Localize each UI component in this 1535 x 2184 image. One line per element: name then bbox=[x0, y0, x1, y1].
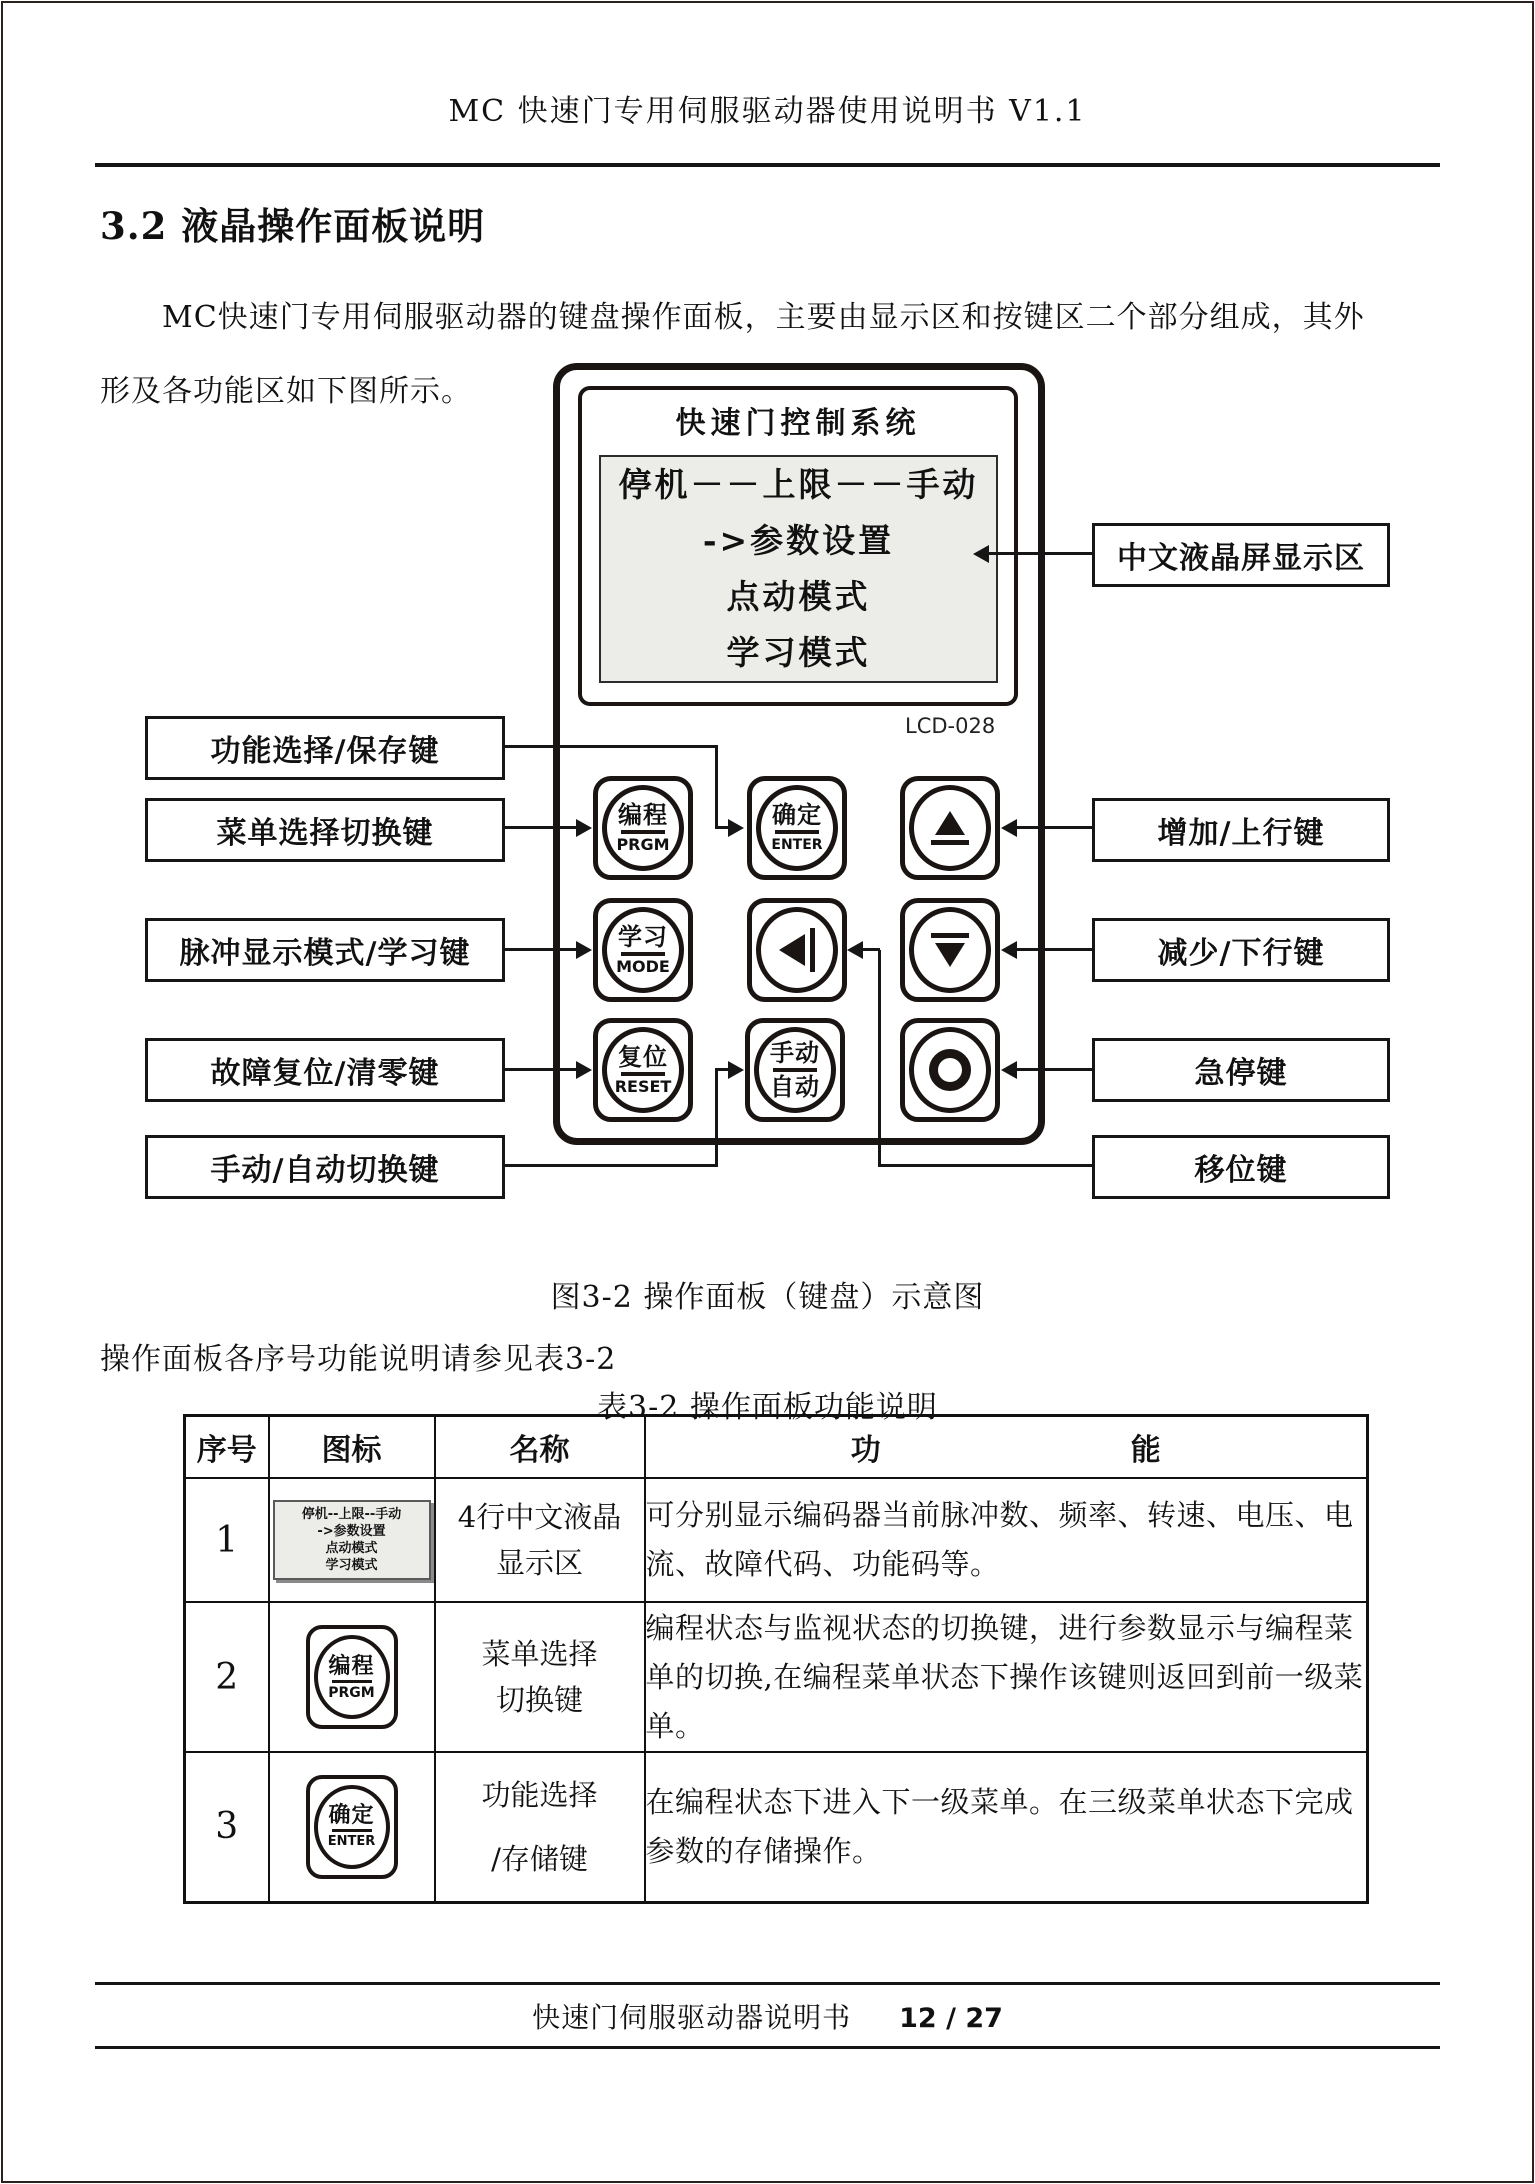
connector-line bbox=[505, 745, 718, 748]
connector-line bbox=[505, 1068, 578, 1071]
row2-name-line2: 切换键 bbox=[495, 1683, 583, 1717]
estop-key bbox=[900, 1018, 1000, 1122]
lcd-model-label: LCD-028 bbox=[905, 714, 996, 738]
row1-function: 可分别显示编码器当前脉冲数、频率、转速、电压、电流、故障代码、功能码等。 bbox=[645, 1478, 1368, 1602]
table-header-row bbox=[185, 1416, 1368, 1479]
manual-key-cn-label: 手动 bbox=[770, 1038, 820, 1067]
col-header-name: 名称 bbox=[435, 1416, 645, 1479]
table-row bbox=[185, 1478, 1368, 1602]
connector-line bbox=[715, 745, 718, 829]
eject-down-icon bbox=[931, 933, 969, 967]
table-title: 表3-2 操作面板功能说明 bbox=[597, 1390, 938, 1425]
footer-page-number: 12 / 27 bbox=[899, 2003, 1003, 2034]
row3-function: 在编程状态下进入下一级菜单。在三级菜单状态下完成参数的存储操作。 bbox=[645, 1752, 1368, 1902]
callout-lcd-display-area: 中文液晶屏显示区 bbox=[1092, 523, 1390, 587]
row3-no: 3 bbox=[185, 1752, 269, 1902]
enter-icon-en: ENTER bbox=[327, 1834, 376, 1850]
enter-key bbox=[747, 776, 847, 880]
down-key-face bbox=[909, 907, 991, 993]
section-title: 3.2 液晶操作面板说明 bbox=[100, 204, 486, 248]
callout-shift-key: 移位键 bbox=[1092, 1135, 1390, 1199]
mini-lcd-line: 学习模式 bbox=[325, 1558, 378, 1573]
intro-line-1: MC快速门专用伺服驱动器的键盘操作面板，主要由显示区和按键区二个部分组成，其外 bbox=[162, 300, 1365, 335]
enter-key-en-label: ENTER bbox=[771, 837, 823, 853]
row3-name bbox=[435, 1752, 645, 1902]
footer bbox=[0, 1996, 1535, 2036]
arrowhead-right-icon bbox=[576, 819, 592, 837]
prgm-key-divider bbox=[621, 830, 665, 834]
connector-line bbox=[505, 948, 578, 951]
connector-line bbox=[505, 1164, 718, 1167]
lcd-line-param-setting: ->参数设置 bbox=[702, 521, 895, 560]
reset-key-divider bbox=[621, 1072, 665, 1076]
callout-decrease-down-key: 减少/下行键 bbox=[1092, 918, 1390, 982]
enter-key-divider bbox=[775, 830, 819, 834]
lcd-line-learn-mode: 学习模式 bbox=[726, 633, 871, 672]
callout-pulse-learn-key: 脉冲显示模式/学习键 bbox=[145, 918, 505, 982]
lcd-screen bbox=[599, 455, 998, 683]
callout-estop-key: 急停键 bbox=[1092, 1038, 1390, 1102]
intro-line-2: 形及各功能区如下图所示。 bbox=[100, 374, 472, 409]
arrowhead-right-icon bbox=[728, 1061, 744, 1079]
reset-key-en-label: RESET bbox=[614, 1077, 672, 1096]
manual-auto-key-face bbox=[754, 1027, 836, 1113]
enter-icon-divider bbox=[332, 1829, 372, 1832]
callout-fault-reset-key: 故障复位/清零键 bbox=[145, 1038, 505, 1102]
row2-no: 2 bbox=[185, 1602, 269, 1752]
row1-name-line2: 显示区 bbox=[495, 1546, 583, 1580]
row2-name bbox=[435, 1602, 645, 1752]
mini-lcd-line: 停机--上限--手动 bbox=[301, 1507, 402, 1522]
manual-auto-key bbox=[745, 1018, 845, 1122]
mode-key-face bbox=[602, 907, 684, 993]
col-header-function bbox=[645, 1416, 1368, 1479]
connector-line bbox=[988, 552, 1092, 555]
mode-key-cn-label: 学习 bbox=[618, 922, 668, 951]
footer-rule-top bbox=[95, 1982, 1440, 1985]
enter-key-icon bbox=[306, 1775, 398, 1879]
mini-lcd-line: 点动模式 bbox=[325, 1541, 378, 1556]
connector-line bbox=[862, 948, 880, 951]
prgm-icon-en: PRGM bbox=[328, 1684, 375, 1701]
arrowhead-right-icon bbox=[576, 941, 592, 959]
enter-key-cn-label: 确定 bbox=[772, 800, 822, 829]
connector-line bbox=[1015, 948, 1092, 951]
col-header-function-char2: 能 bbox=[1130, 1433, 1161, 1468]
footer-rule-bottom bbox=[95, 2046, 1440, 2049]
reset-key-cn-label: 复位 bbox=[618, 1042, 668, 1071]
arrowhead-right-icon bbox=[576, 1061, 592, 1079]
arrowhead-left-icon bbox=[847, 941, 863, 959]
table-intro: 操作面板各序号功能说明请参见表3-2 bbox=[100, 1342, 617, 1377]
lcd-line-status: 停机－－上限－－手动 bbox=[618, 465, 979, 504]
arrowhead-left-icon bbox=[973, 545, 989, 563]
col-header-function-char1: 功 bbox=[850, 1433, 881, 1468]
left-arrow-bar-icon bbox=[779, 928, 815, 972]
auto-key-cn-label: 自动 bbox=[770, 1072, 820, 1101]
callout-increase-up-key: 增加/上行键 bbox=[1092, 798, 1390, 862]
mini-lcd-icon bbox=[273, 1500, 431, 1580]
row1-no: 1 bbox=[185, 1478, 269, 1602]
row2-icon-cell bbox=[269, 1602, 435, 1752]
row3-icon-cell bbox=[269, 1752, 435, 1902]
mode-key-en-label: MODE bbox=[616, 957, 670, 976]
function-table bbox=[183, 1414, 1369, 1904]
display-title: 快速门控制系统 bbox=[675, 406, 921, 441]
callout-function-save-key: 功能选择/保存键 bbox=[145, 716, 505, 780]
shift-key-face bbox=[756, 907, 838, 993]
prgm-key bbox=[593, 776, 693, 880]
arrowhead-right-icon bbox=[728, 819, 744, 837]
ring-icon bbox=[929, 1049, 971, 1091]
connector-line bbox=[880, 1164, 1092, 1167]
connector-line bbox=[1015, 826, 1092, 829]
prgm-icon-cn: 编程 bbox=[328, 1652, 375, 1679]
enter-icon-cn: 确定 bbox=[328, 1802, 375, 1829]
up-key-face bbox=[909, 785, 991, 871]
connector-line bbox=[1015, 1068, 1092, 1071]
enter-key-face bbox=[756, 785, 838, 871]
estop-key-face bbox=[909, 1027, 991, 1113]
connector-line bbox=[715, 1070, 718, 1167]
reset-key-face bbox=[602, 1027, 684, 1113]
up-key bbox=[900, 776, 1000, 880]
lcd-line-jog-mode: 点动模式 bbox=[726, 577, 871, 616]
row3-name-line2: /存储键 bbox=[491, 1841, 588, 1876]
figure-caption: 图3-2 操作面板（键盘）示意图 bbox=[550, 1280, 985, 1315]
prgm-key-cn-label: 编程 bbox=[618, 800, 668, 829]
header-title: MC 快速门专用伺服驱动器使用说明书 V1.1 bbox=[448, 94, 1087, 129]
reset-key bbox=[593, 1018, 693, 1122]
row2-name-line1: 菜单选择 bbox=[481, 1637, 598, 1671]
connector-line bbox=[505, 826, 578, 829]
prgm-key-en-label: PRGM bbox=[616, 835, 670, 854]
col-header-no: 序号 bbox=[185, 1416, 269, 1479]
shift-key bbox=[747, 898, 847, 1002]
row1-name-line1: 4行中文液晶 bbox=[457, 1500, 622, 1534]
down-key bbox=[900, 898, 1000, 1002]
row1-name bbox=[435, 1478, 645, 1602]
eject-up-icon bbox=[931, 811, 969, 845]
row3-name-line1: 功能选择 bbox=[481, 1777, 598, 1812]
mode-key-divider bbox=[621, 952, 665, 956]
connector-line bbox=[878, 950, 881, 1167]
header-rule bbox=[95, 163, 1440, 167]
prgm-key-face bbox=[602, 785, 684, 871]
table-row bbox=[185, 1752, 1368, 1902]
row1-icon-cell bbox=[269, 1478, 435, 1602]
prgm-icon-divider bbox=[332, 1680, 372, 1683]
prgm-key-icon bbox=[306, 1625, 398, 1729]
callout-menu-toggle-key: 菜单选择切换键 bbox=[145, 798, 505, 862]
mode-key bbox=[593, 898, 693, 1002]
footer-doc-title: 快速门伺服驱动器说明书 bbox=[532, 2001, 852, 2034]
mini-lcd-line: ->参数设置 bbox=[317, 1524, 386, 1539]
col-header-icon: 图标 bbox=[269, 1416, 435, 1479]
callout-manual-auto-key: 手动/自动切换键 bbox=[145, 1135, 505, 1199]
table-row bbox=[185, 1602, 1368, 1752]
row2-function: 编程状态与监视状态的切换键，进行参数显示与编程菜单的切换,在编程菜单状态下操作该键则返回到前一级菜单。 bbox=[645, 1602, 1368, 1752]
